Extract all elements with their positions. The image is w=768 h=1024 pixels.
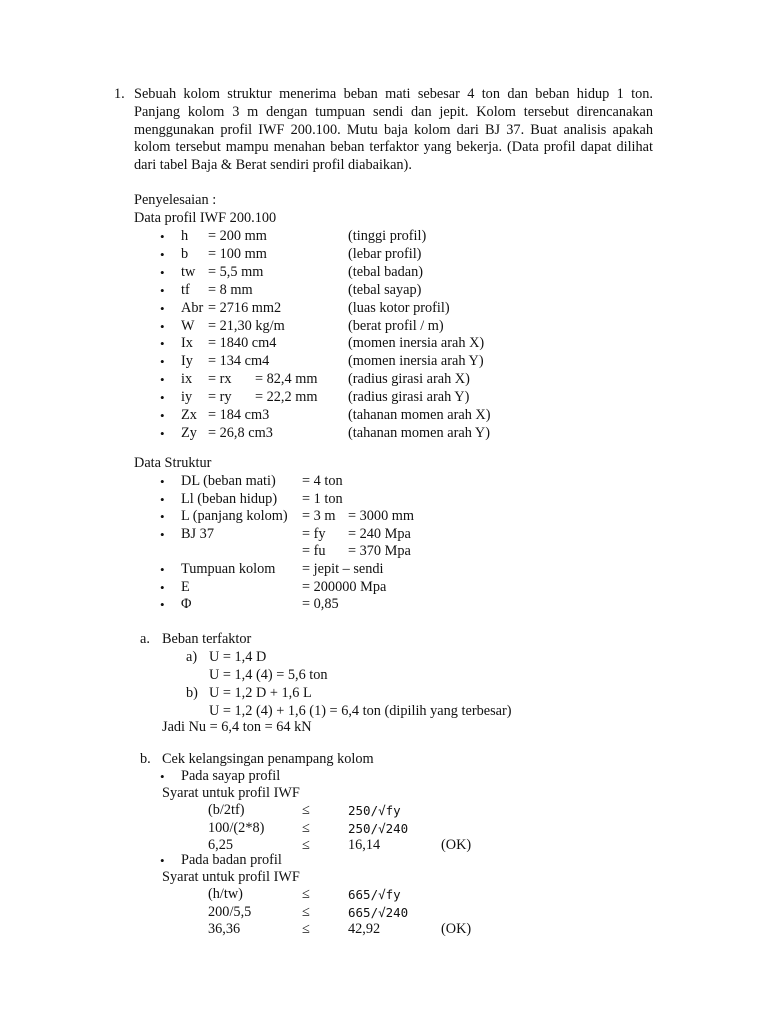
- bullet: •: [160, 390, 165, 406]
- structure-heading: Data Struktur: [134, 455, 212, 471]
- check-left: (h/tw): [208, 886, 243, 902]
- structure-value-2: = 370 Mpa: [348, 543, 411, 560]
- structure-value: = fu: [302, 543, 326, 560]
- web-requirement: Syarat untuk profil IWF: [162, 869, 300, 885]
- profile-description: (luas kotor profil): [348, 299, 450, 316]
- section-a-result: Jadi Nu = 6,4 ton = 64 kN: [162, 719, 312, 735]
- bullet: •: [160, 300, 165, 316]
- profile-description: (lebar profil): [348, 245, 422, 262]
- flange-title: Pada sayap profil: [181, 768, 281, 784]
- structure-value: = 0,85: [302, 596, 339, 613]
- structure-label: DL (beban mati): [181, 473, 276, 489]
- flange-requirement: Syarat untuk profil IWF: [162, 785, 300, 801]
- check-operator: ≤: [302, 819, 310, 836]
- web-bullet: •: [160, 853, 165, 868]
- profile-description: (momen inersia arah Y): [348, 353, 484, 370]
- profile-value: = 8 mm: [208, 281, 253, 298]
- profile-symbol: ix: [181, 371, 193, 388]
- structure-value: = fy: [302, 525, 326, 542]
- check-left: (b/2tf): [208, 802, 245, 818]
- bullet: •: [160, 336, 165, 352]
- check-right: 250/√fy: [348, 803, 401, 818]
- profile-description: (radius girasi arah Y): [348, 389, 470, 406]
- profile-value: = 26,8 cm3: [208, 424, 273, 441]
- profile-value: = 21,30 kg/m: [208, 317, 285, 334]
- bullet: •: [160, 491, 165, 507]
- profile-value-2: = 82,4 mm: [255, 371, 318, 388]
- profile-value: = 5,5 mm: [208, 263, 264, 280]
- profile-symbol: b: [181, 245, 189, 262]
- profile-symbol: Zx: [181, 407, 197, 423]
- check-left: 36,36: [208, 921, 241, 937]
- profile-description: (momen inersia arah X): [348, 335, 485, 352]
- structure-value-2: = 3000 mm: [348, 508, 415, 525]
- profile-description: (berat profil / m): [348, 317, 444, 334]
- structure-value: = jepit – sendi: [302, 561, 384, 577]
- check-right: 665/√fy: [348, 887, 401, 902]
- bullet: •: [160, 354, 165, 370]
- section-a-title: Beban terfaktor: [162, 631, 252, 647]
- structure-value-2: = 240 Mpa: [348, 525, 411, 542]
- check-right: 250/√240: [348, 820, 409, 836]
- profile-heading: Data profil IWF 200.100: [134, 210, 277, 226]
- check-operator: ≤: [302, 921, 310, 937]
- structure-value: = 4 ton: [302, 473, 343, 489]
- profile-description: (tahanan momen arah X): [348, 407, 491, 423]
- bullet: •: [160, 318, 165, 334]
- bullet: •: [160, 526, 165, 542]
- bullet: •: [160, 229, 165, 244]
- bullet: •: [160, 264, 165, 280]
- check-left: 200/5,5: [208, 903, 252, 920]
- profile-value: = 1840 cm4: [208, 335, 277, 352]
- check-left: 100/(2*8): [208, 819, 265, 836]
- problem-text: Sebuah kolom struktur menerima beban mati sebesar 4 ton dan beban hidup 1 ton. Panjang kolom 3 m dengan tumpuan sendi dan jepit. Kolom tersebut direncanakan menggunakan profil IWF 200.100. Mutu baja kolom dari BJ 37. Buat analisis apakah kolom tersebut mampu menahan beban terfaktor yang bekerja. (Data profil dapat dilihat dari tabel Baja & Berat sendiri profil diabaikan).: [134, 86, 653, 174]
- profile-symbol: Zy: [181, 424, 197, 441]
- structure-label: Tumpuan kolom: [181, 561, 276, 577]
- profile-symbol: Abr: [181, 299, 204, 316]
- section-b-label: b.: [140, 751, 151, 767]
- profile-symbol: W: [181, 317, 195, 334]
- structure-label: L (panjang kolom): [181, 508, 288, 525]
- profile-symbol: Iy: [181, 353, 193, 370]
- profile-value: = rx: [208, 371, 232, 388]
- profile-description: (tebal sayap): [348, 281, 422, 298]
- profile-value: = 2716 mm2: [208, 299, 282, 316]
- profile-description: (tinggi profil): [348, 228, 427, 244]
- section-a-label: a.: [140, 631, 150, 647]
- check-operator: ≤: [302, 903, 310, 920]
- check-operator: ≤: [302, 802, 310, 818]
- structure-value: = 3 m: [302, 508, 336, 525]
- profile-symbol: tw: [181, 263, 196, 280]
- section-b-title: Cek kelangsingan penampang kolom: [162, 751, 374, 767]
- profile-symbol: Ix: [181, 335, 193, 352]
- check-operator: ≤: [302, 886, 310, 902]
- profile-value: = 100 mm: [208, 245, 267, 262]
- bullet: •: [160, 579, 165, 595]
- bullet: •: [160, 597, 165, 613]
- profile-description: (tahanan momen arah Y): [348, 424, 490, 441]
- profile-value: = 184 cm3: [208, 407, 270, 423]
- structure-value: = 200000 Mpa: [302, 578, 387, 595]
- section-a-case-b-calc: U = 1,2 (4) + 1,6 (1) = 6,4 ton (dipilih yang terbesar): [209, 703, 512, 719]
- check-right: 665/√240: [348, 904, 409, 920]
- profile-description: (tebal badan): [348, 263, 424, 280]
- bullet: •: [160, 425, 165, 441]
- check-ok: (OK): [441, 837, 472, 853]
- problem-number: 1.: [114, 86, 125, 102]
- section-a-case-a-eq: U = 1,4 D: [209, 649, 267, 665]
- web-title: Pada badan profil: [181, 852, 282, 868]
- profile-value: = ry: [208, 389, 232, 406]
- check-right: 16,14: [348, 837, 381, 853]
- bullet: •: [160, 408, 165, 423]
- bullet: •: [160, 474, 165, 489]
- structure-label: BJ 37: [181, 525, 214, 542]
- profile-symbol: iy: [181, 389, 193, 406]
- profile-value: = 134 cm4: [208, 353, 270, 370]
- bullet: •: [160, 282, 165, 298]
- section-a-case-b-eq: U = 1,2 D + 1,6 L: [209, 685, 312, 701]
- structure-label: E: [181, 578, 190, 595]
- solution-heading: Penyelesaian :: [134, 192, 217, 208]
- bullet: •: [160, 509, 165, 525]
- check-operator: ≤: [302, 837, 310, 853]
- check-left: 6,25: [208, 837, 234, 853]
- structure-value: = 1 ton: [302, 490, 343, 507]
- section-a-case-b-label: b): [186, 685, 198, 701]
- structure-label: Φ: [181, 596, 192, 613]
- flange-bullet: •: [160, 769, 165, 784]
- structure-label: Ll (beban hidup): [181, 490, 278, 507]
- bullet: •: [160, 246, 165, 262]
- profile-symbol: tf: [181, 281, 190, 298]
- check-right: 42,92: [348, 921, 381, 937]
- profile-value-2: = 22,2 mm: [255, 389, 318, 406]
- check-ok: (OK): [441, 921, 472, 937]
- bullet: •: [160, 562, 165, 577]
- section-a-case-a-label: a): [186, 649, 198, 665]
- profile-description: (radius girasi arah X): [348, 371, 470, 388]
- section-a-case-a-calc: U = 1,4 (4) = 5,6 ton: [209, 667, 328, 683]
- bullet: •: [160, 372, 165, 388]
- profile-symbol: h: [181, 228, 189, 244]
- profile-value: = 200 mm: [208, 228, 267, 244]
